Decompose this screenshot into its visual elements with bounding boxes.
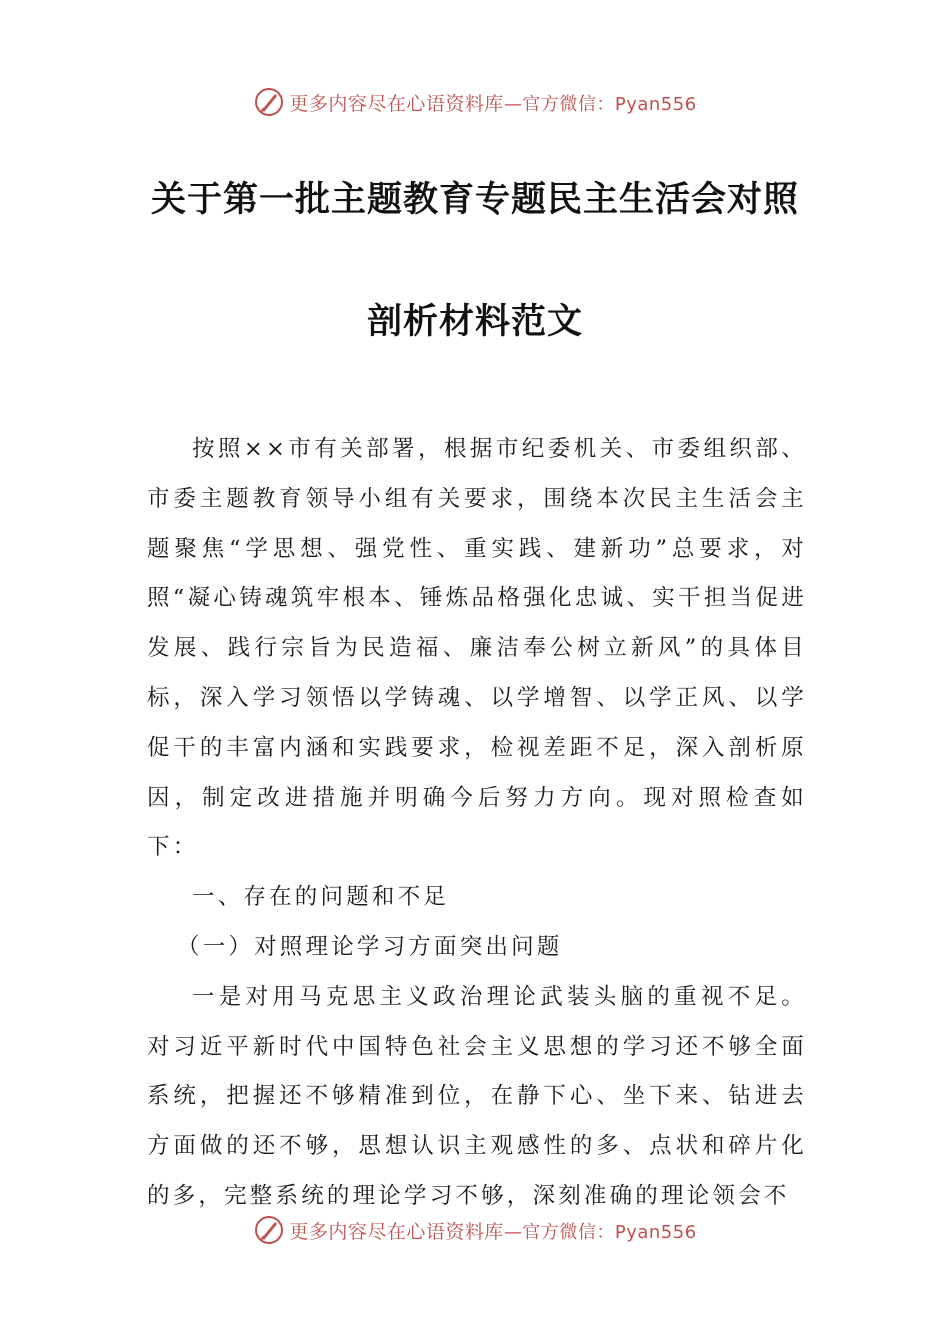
document-title-line2: 剖析材料范文 xyxy=(366,302,583,342)
footer-watermark xyxy=(0,1210,950,1250)
quill-pen-logo-icon xyxy=(253,1214,285,1246)
quill-pen-logo-icon xyxy=(253,86,285,118)
watermark-sub-text: —官方微信：Pyan556 xyxy=(503,1221,697,1243)
paragraph-point-one: 一是对用马克思主义政治理论武装头脑的重视不足。对习近平新时代中国特色社会主义思想的学习还不够全面系统，把握还不够精准到位，在静下心、坐下来、钻进去方面做的还不够，思想认识主观感性的多、点状和碎片化的多，完整系统的理论学习不够，深刻准确的理论领会不 xyxy=(147,983,807,1209)
subsection-heading: （一）对照理论学习方面突出问题 xyxy=(177,933,563,960)
watermark-main-text: 更多内容尽在心语资料库 xyxy=(289,1220,504,1243)
paragraph-intro: 按照××市有关部署，根据市纪委机关、市委组织部、市委主题教育领导小组有关要求，围绕本次民主生活会主题聚焦“学思想、强党性、重实践、建新功”总要求，对照“凝心铸魂筑牢根本、锤炼品格强化忠诚、实干担当促进发展、践行宗旨为民造福、廉洁奉公树立新风”的具体目标，深入学习领悟以学铸魂、以学增智、以学正风、以学促干的丰富内涵和实践要求，检视差距不足，深入剖析原因，制定改进措施并明确今后努力方向。现对照检查如下： xyxy=(147,436,807,861)
document-title-line1: 关于第一批主题教育专题民主生活会对照 xyxy=(150,180,799,220)
watermark-main-text: 更多内容尽在心语资料库 xyxy=(289,92,504,115)
watermark-sub-text: —官方微信：Pyan556 xyxy=(503,93,697,115)
section-heading: 一、存在的问题和不足 xyxy=(192,884,450,911)
header-watermark xyxy=(0,82,950,122)
document-body xyxy=(147,425,807,1222)
